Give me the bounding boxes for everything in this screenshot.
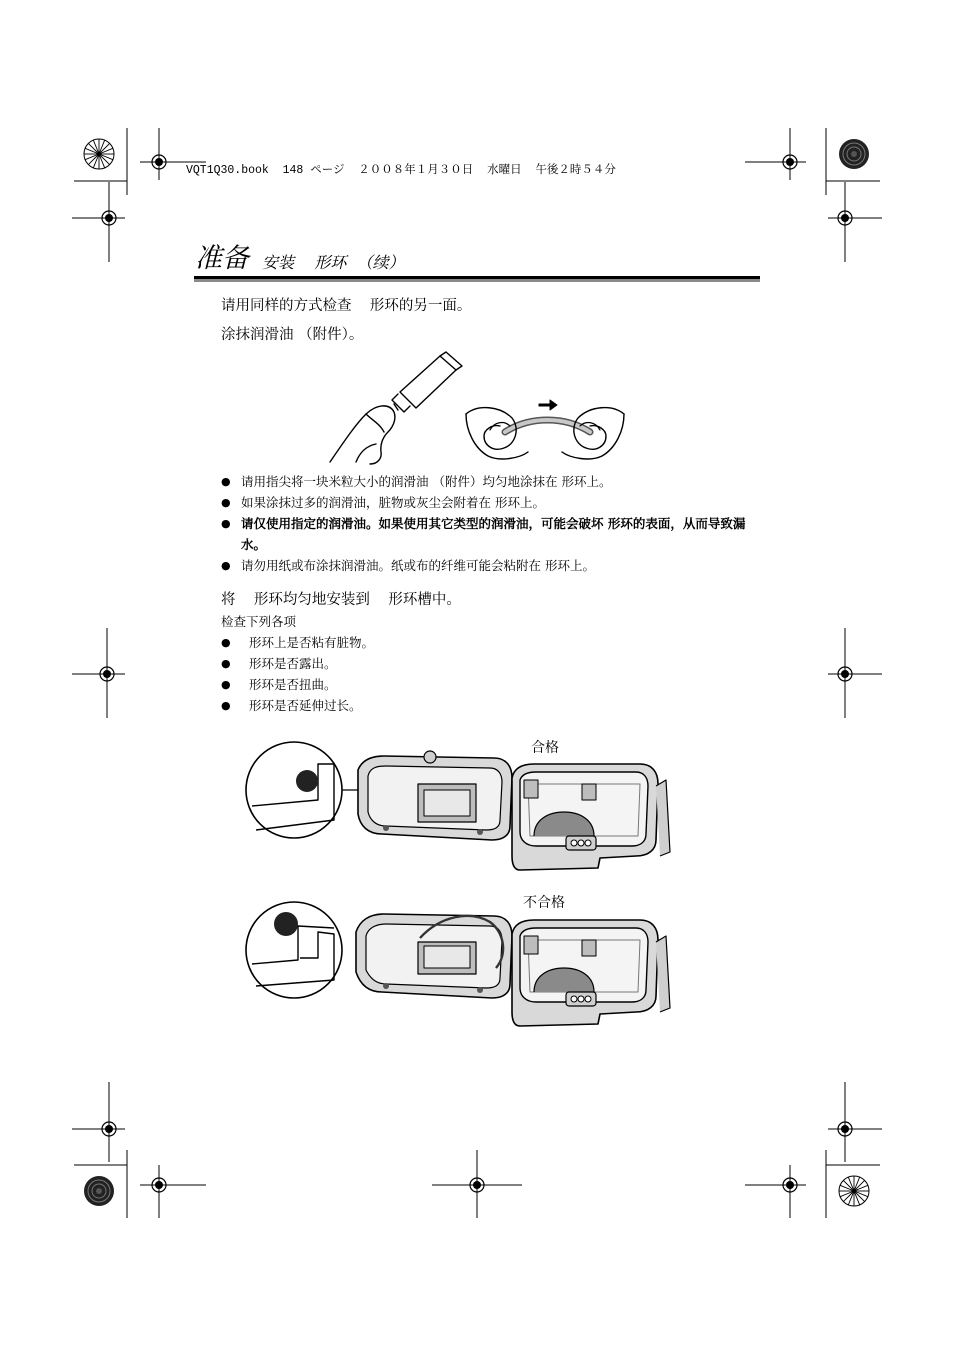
check-text: 形环上是否粘有脏物。: [249, 635, 375, 650]
bullet-dot: ●: [221, 678, 231, 691]
bullet-dot: ●: [221, 636, 231, 649]
step-apply-grease: 涂抹润滑油 （附件）。: [221, 327, 364, 343]
section-subtitle: 安装 形环 （续）: [262, 253, 405, 272]
figure-label-ng: 不合格: [523, 895, 565, 911]
check-text: 形环是否扭曲。: [249, 677, 337, 692]
check-text: 形环是否延伸过长。: [249, 698, 362, 713]
step-install-ring: 将 形环均匀地安装到 形环槽中。: [221, 592, 461, 608]
bullet-text: 如果涂抹过多的润滑油，脏物或灰尘会附着在 形环上。: [241, 495, 545, 510]
bullet-text: 请勿用纸或布涂抹润滑油。纸或布的纤维可能会粘附在 形环上。: [241, 558, 595, 573]
bullet-text: 请用指尖将一块米粒大小的润滑油 （附件）均匀地涂抹在 形环上。: [241, 474, 612, 489]
bullet-text: 请仅使用指定的润滑油。如果使用其它类型的润滑油，可能会破坏 形环的表面，从而导致漏水。: [241, 516, 746, 552]
check-title: 检查下列各项: [221, 614, 297, 629]
figure-label-ok: 合格: [531, 740, 559, 756]
check-text: 形环是否露出。: [249, 656, 337, 671]
housing-ok-figure: [246, 742, 670, 870]
step-check-other-side: 请用同样的方式检查 形环的另一面。: [221, 298, 472, 314]
bullet-dot: ●: [221, 699, 231, 712]
bullet-dot: ●: [221, 496, 231, 509]
bullet-dot: ●: [221, 657, 231, 670]
section-title: 准备: [195, 243, 249, 274]
bullet-dot: ●: [221, 517, 231, 530]
bullet-dot: ●: [221, 475, 231, 488]
housing-ng-figure: [246, 902, 670, 1026]
print-header: VQT1Q30.book 148 ページ ２００８年１月３０日 水曜日 午後２時５４分: [186, 164, 616, 177]
bullet-dot: ●: [221, 559, 231, 572]
